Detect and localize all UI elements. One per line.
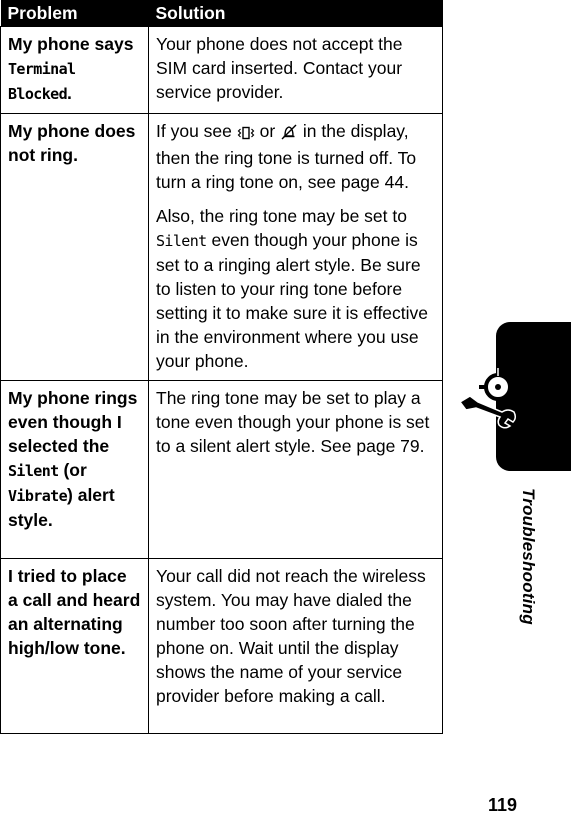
table-header <box>1 0 443 27</box>
solution-cell: Your call did not reach the wireless system. You may have dialed the number too soon after turning the phone on. Wait until the display shows the name of your service provider before making a call. <box>149 559 443 734</box>
problem-text: ) alert style. <box>8 485 115 530</box>
solution-paragraph <box>156 119 435 194</box>
solution-text: or <box>254 121 281 141</box>
problem-cell <box>1 27 149 114</box>
vibrate-icon <box>237 122 255 146</box>
display-code-text: Silent <box>156 232 207 250</box>
solution-cell: The ring tone may be set to play a tone even though your phone is set to a silent alert style. See page 79. <box>149 381 443 559</box>
solution-paragraph <box>156 204 435 373</box>
problem-cell <box>1 381 149 559</box>
table-row <box>1 27 443 114</box>
solution-cell: Your phone does not accept the SIM card inserted. Contact your service provider. <box>149 27 443 114</box>
display-code-text: Terminal Blocked <box>8 60 76 103</box>
silent-icon <box>280 122 298 146</box>
wrench-target-icon <box>456 368 536 437</box>
table-row <box>1 559 443 734</box>
problem-cell: I tried to place a call and heard an alternating high/low tone. <box>1 559 149 734</box>
table-row <box>1 381 443 559</box>
solution-text: in the display, then the ring tone is turned off. To turn a ring tone on, see page 44. <box>156 121 417 192</box>
problem-text: (or <box>58 460 87 480</box>
page-number: 119 <box>488 795 518 815</box>
solution-text: Also, the ring tone may be set to <box>156 206 407 226</box>
problem-text: My phone says <box>8 34 134 54</box>
problem-cell: My phone does not ring. <box>1 114 149 381</box>
solution-text: If you see <box>156 121 237 141</box>
display-code-text: Vibrate <box>8 487 68 505</box>
display-code-text: Silent <box>8 462 59 480</box>
problem-text: . <box>67 83 72 103</box>
header-solution: Solution <box>149 0 443 27</box>
solution-text: even though your phone is set to a ringing alert style. Be sure to listen to your ring tone before setting it to make sure it is effective in the environment where you use your phone. <box>156 230 429 371</box>
header-problem: Problem <box>1 0 149 27</box>
problem-text: My phone rings even though I selected the <box>8 388 138 456</box>
section-label: Troubleshooting <box>519 488 538 625</box>
solution-cell <box>149 114 443 381</box>
table-row <box>1 114 443 381</box>
